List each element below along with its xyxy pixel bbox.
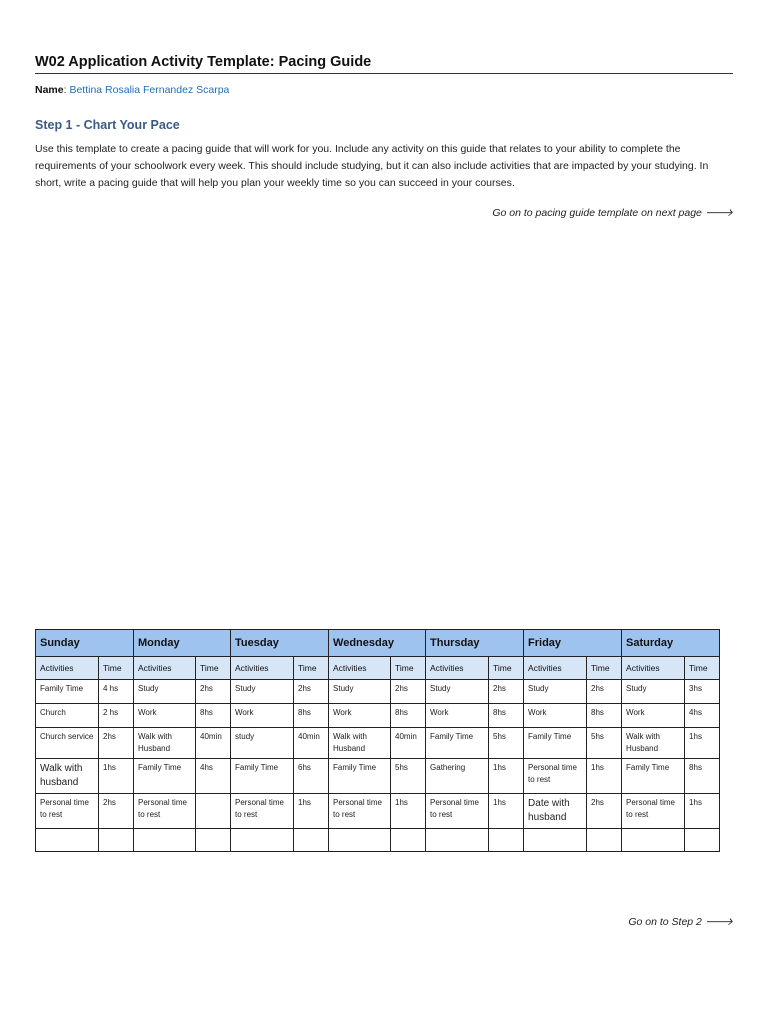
time-cell: 1hs (391, 794, 426, 829)
time-cell: 2hs (391, 680, 426, 704)
activity-cell: Work (134, 704, 196, 728)
time-cell (391, 829, 426, 852)
time-cell: 5hs (587, 728, 622, 759)
activity-cell: Family Time (134, 759, 196, 794)
time-cell: 2 hs (99, 704, 134, 728)
time-header: Time (391, 657, 426, 680)
time-cell: 6hs (294, 759, 329, 794)
time-cell: 8hs (391, 704, 426, 728)
name-colon: : (63, 84, 70, 96)
activity-cell (622, 829, 685, 852)
column-header-row (36, 657, 720, 680)
day-header-monday: Monday (134, 630, 231, 657)
activity-cell: Walk with husband (36, 759, 99, 794)
time-cell: 1hs (489, 794, 524, 829)
time-cell: 5hs (489, 728, 524, 759)
time-header: Time (489, 657, 524, 680)
time-cell: 2hs (587, 794, 622, 829)
time-cell: 1hs (587, 759, 622, 794)
arrow-right-icon: 🡒 (704, 916, 733, 928)
activity-cell: Personal time to rest (524, 759, 587, 794)
time-cell (196, 794, 231, 829)
time-cell: 8hs (294, 704, 329, 728)
table-row (36, 794, 720, 829)
activity-cell: Family Time (329, 759, 391, 794)
time-cell: 1hs (99, 759, 134, 794)
instructions-paragraph: Use this template to create a pacing guide that will work for you. Include any activity on this guide that relates to your ability to complete the requirements of your schoolwork every week. This should include studying, but it can also include activities that are impacted by your studying. In short, write a pacing guide that will help you plan your weekly time so you can succeed in your courses. (35, 143, 709, 189)
step-heading: Step 1 - Chart Your Pace (35, 118, 180, 132)
activity-cell: Work (622, 704, 685, 728)
activity-cell: Work (426, 704, 489, 728)
time-header: Time (294, 657, 329, 680)
activity-cell: Study (134, 680, 196, 704)
time-cell: 4 hs (99, 680, 134, 704)
day-header-sunday: Sunday (36, 630, 134, 657)
day-header-friday: Friday (524, 630, 622, 657)
time-cell: 2hs (99, 728, 134, 759)
time-cell: 2hs (294, 680, 329, 704)
time-cell: 5hs (391, 759, 426, 794)
activity-cell (36, 829, 99, 852)
day-header-row (36, 630, 720, 657)
time-cell: 1hs (489, 759, 524, 794)
day-header-thursday: Thursday (426, 630, 524, 657)
time-cell: 2hs (99, 794, 134, 829)
time-cell: 40min (196, 728, 231, 759)
time-cell: 8hs (489, 704, 524, 728)
time-cell: 4hs (685, 704, 720, 728)
activity-cell: study (231, 728, 294, 759)
activity-cell: Walk with Husband (622, 728, 685, 759)
activities-header: Activities (36, 657, 99, 680)
time-cell (99, 829, 134, 852)
day-header-tuesday: Tuesday (231, 630, 329, 657)
activity-cell: Family Time (524, 728, 587, 759)
time-cell (685, 829, 720, 852)
activities-header: Activities (231, 657, 294, 680)
name-value: Bettina Rosalia Fernandez Scarpa (69, 84, 230, 96)
table-row (36, 680, 720, 704)
time-cell: 1hs (685, 728, 720, 759)
activity-cell: Family Time (426, 728, 489, 759)
arrow-right-icon: 🡒 (704, 207, 733, 219)
table-row (36, 704, 720, 728)
day-header-wednesday: Wednesday (329, 630, 426, 657)
activity-cell: Church (36, 704, 99, 728)
activity-cell: Gathering (426, 759, 489, 794)
time-cell: 1hs (294, 794, 329, 829)
activity-cell: Personal time to rest (36, 794, 99, 829)
activity-cell: Church service (36, 728, 99, 759)
time-header: Time (196, 657, 231, 680)
activity-cell: Work (231, 704, 294, 728)
time-cell (196, 829, 231, 852)
time-cell: 40min (391, 728, 426, 759)
go-on-step-2 (628, 915, 733, 928)
activity-cell: Walk with Husband (329, 728, 391, 759)
name-line (35, 84, 229, 96)
time-cell: 4hs (196, 759, 231, 794)
table-row (36, 829, 720, 852)
table-row (36, 759, 720, 794)
activity-cell (426, 829, 489, 852)
activity-cell: Family Time (622, 759, 685, 794)
activity-cell: Personal time to rest (622, 794, 685, 829)
day-header-saturday: Saturday (622, 630, 720, 657)
activity-cell (329, 829, 391, 852)
activities-header: Activities (524, 657, 587, 680)
activity-cell: Date with husband (524, 794, 587, 829)
activity-cell: Personal time to rest (426, 794, 489, 829)
activity-cell (231, 829, 294, 852)
activity-cell: Family Time (36, 680, 99, 704)
time-cell: 1hs (685, 794, 720, 829)
activity-cell (134, 829, 196, 852)
activity-cell: Study (622, 680, 685, 704)
time-cell: 2hs (587, 680, 622, 704)
time-cell: 2hs (196, 680, 231, 704)
activity-cell: Walk with Husband (134, 728, 196, 759)
activity-cell: Study (231, 680, 294, 704)
pacing-guide-table (35, 629, 720, 852)
activities-header: Activities (329, 657, 391, 680)
activity-cell: Personal time to rest (134, 794, 196, 829)
activity-cell: Work (524, 704, 587, 728)
activity-cell: Work (329, 704, 391, 728)
go-on-step-2-text: Go on to Step 2 (628, 916, 702, 928)
go-on-next-page (492, 206, 733, 219)
activities-header: Activities (622, 657, 685, 680)
time-cell: 40min (294, 728, 329, 759)
time-cell: 8hs (587, 704, 622, 728)
table-row (36, 728, 720, 759)
document-title: W02 Application Activity Template: Pacing Guide (35, 54, 733, 74)
time-cell: 3hs (685, 680, 720, 704)
time-cell: 8hs (196, 704, 231, 728)
activity-cell: Personal time to rest (231, 794, 294, 829)
time-header: Time (685, 657, 720, 680)
activity-cell (524, 829, 587, 852)
time-cell: 8hs (685, 759, 720, 794)
time-header: Time (99, 657, 134, 680)
activities-header: Activities (134, 657, 196, 680)
activity-cell: Personal time to rest (329, 794, 391, 829)
time-cell (489, 829, 524, 852)
activity-cell: Study (329, 680, 391, 704)
time-cell (587, 829, 622, 852)
activity-cell: Study (524, 680, 587, 704)
name-label: Name (35, 84, 64, 96)
activities-header: Activities (426, 657, 489, 680)
time-cell: 2hs (489, 680, 524, 704)
activity-cell: Study (426, 680, 489, 704)
time-cell (294, 829, 329, 852)
activity-cell: Family Time (231, 759, 294, 794)
time-header: Time (587, 657, 622, 680)
go-on-next-page-text: Go on to pacing guide template on next page (492, 207, 702, 219)
